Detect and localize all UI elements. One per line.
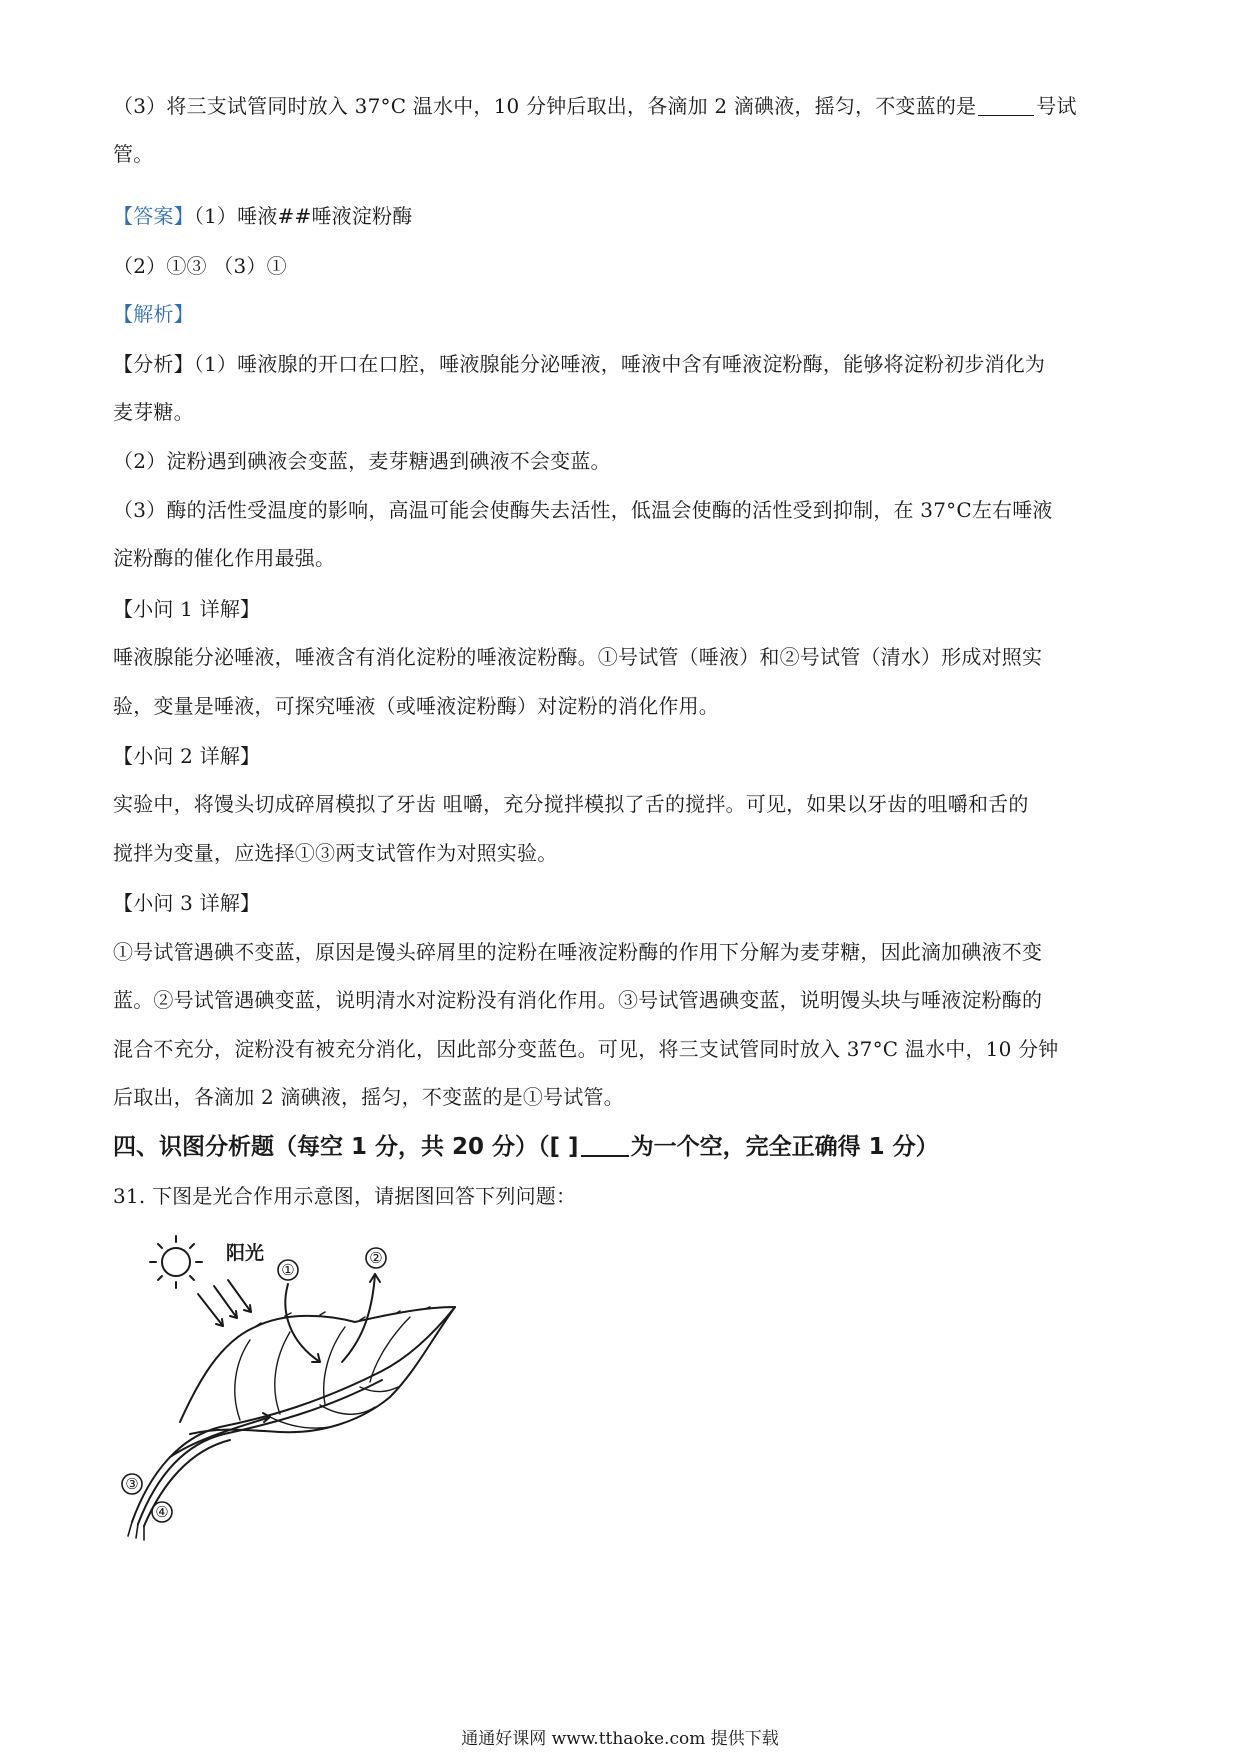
sub1-line-2: 验，变量是唾液，可探究唾液（或唾液淀粉酶）对淀粉的消化作用。 bbox=[113, 694, 719, 718]
analysis-line-1: 【分析】（1）唾液腺的开口在口腔，唾液腺能分泌唾液，唾液中含有唾液淀粉酶，能够将淀粉初步消化为 bbox=[113, 352, 1046, 376]
section-4-heading bbox=[113, 1131, 1123, 1163]
section-4-heading-a: 四、识图分析题（每空 1 分，共 20 分）（[ ] bbox=[113, 1134, 579, 1160]
q3-text-end: 号试 bbox=[1036, 94, 1077, 118]
marker-2: ② bbox=[369, 1249, 383, 1267]
leaf-stem-icon bbox=[132, 1307, 455, 1522]
analysis-line-4: （3）酶的活性受温度的影响，高温可能会使酶失去活性，低温会使酶的活性受到抑制，在 37°C左右唾液 bbox=[113, 498, 1053, 522]
sub3-heading: 【小问 3 详解】 bbox=[113, 891, 261, 915]
sub1-line-1: 唾液腺能分泌唾液，唾液含有消化淀粉的唾液淀粉酶。①号试管（唾液）和②号试管（清水）形成对照实 bbox=[113, 645, 1043, 669]
answer-line-1 bbox=[113, 202, 1123, 230]
sun-icon bbox=[150, 1236, 202, 1288]
q3-line-2: 管。 bbox=[113, 142, 154, 166]
sub1-heading: 【小问 1 详解】 bbox=[113, 597, 261, 621]
sub2-line-2: 搅拌为变量，应选择①③两支试管作为对照实验。 bbox=[113, 841, 558, 865]
sub3-line-1: ①号试管遇碘不变蓝，原因是馒头碎屑里的淀粉在唾液淀粉酶的作用下分解为麦芽糖，因此滴加碘液不变 bbox=[113, 940, 1043, 964]
sub2-heading: 【小问 2 详解】 bbox=[113, 744, 261, 768]
marker-4: ④ bbox=[155, 1503, 169, 1521]
answer-1: （1）唾液##唾液淀粉酶 bbox=[193, 204, 413, 228]
marker-3: ③ bbox=[125, 1475, 139, 1493]
sub3-line-4: 后取出，各滴加 2 滴碘液，摇匀，不变蓝的是①号试管。 bbox=[113, 1085, 624, 1109]
section-blank bbox=[581, 1133, 629, 1157]
sunlight-label: 阳光 bbox=[226, 1242, 265, 1264]
q3-text: （3）将三支试管同时放入 37°C 温水中，10 分钟后取出，各滴加 2 滴碘液，摇匀，不变蓝的是 bbox=[113, 94, 977, 118]
analysis-line-2: 麦芽糖。 bbox=[113, 400, 194, 424]
analysis-line-3: （2）淀粉遇到碘液会变蓝，麦芽糖遇到碘液不会变蓝。 bbox=[113, 449, 611, 473]
sub2-line-1: 实验中，将馒头切成碎屑模拟了牙齿 咀嚼，充分搅拌模拟了舌的搅拌。可见，如果以牙齿的咀嚼和舌的 bbox=[113, 792, 1029, 816]
sub3-line-3: 混合不充分，淀粉没有被充分消化，因此部分变蓝色。可见，将三支试管同时放入 37°C 温水中，10 分钟 bbox=[113, 1037, 1059, 1061]
leaf-diagram bbox=[120, 1222, 520, 1552]
answer-blank bbox=[978, 95, 1034, 116]
q3-line-1 bbox=[113, 92, 1123, 120]
answer-line-2: （2）①③ （3）① bbox=[113, 254, 287, 278]
analysis-label: 【解析】 bbox=[113, 302, 194, 326]
arrow-stem-icon bbox=[170, 1417, 270, 1457]
footer-watermark: 通通好课网 www.tthaoke.com 提供下载 bbox=[461, 1729, 779, 1749]
marker-1: ① bbox=[281, 1261, 295, 1279]
analysis-line-5: 淀粉酶的催化作用最强。 bbox=[113, 546, 336, 570]
leaf-veins-icon bbox=[235, 1317, 410, 1428]
question-31: 31. 下图是光合作用示意图，请据图回答下列问题： bbox=[113, 1184, 577, 1208]
photosynthesis-figure bbox=[120, 1222, 520, 1552]
sub3-line-2: 蓝。②号试管遇碘变蓝，说明清水对淀粉没有消化作用。③号试管遇碘变蓝，说明馒头块与唾液淀粉酶的 bbox=[113, 988, 1043, 1012]
arrow-in-icon bbox=[285, 1284, 320, 1362]
answer-label: 【答案】 bbox=[113, 204, 194, 228]
sunlight-arrows-icon bbox=[198, 1280, 251, 1326]
section-4-heading-b: 为一个空，完全正确得 1 分） bbox=[630, 1134, 939, 1160]
